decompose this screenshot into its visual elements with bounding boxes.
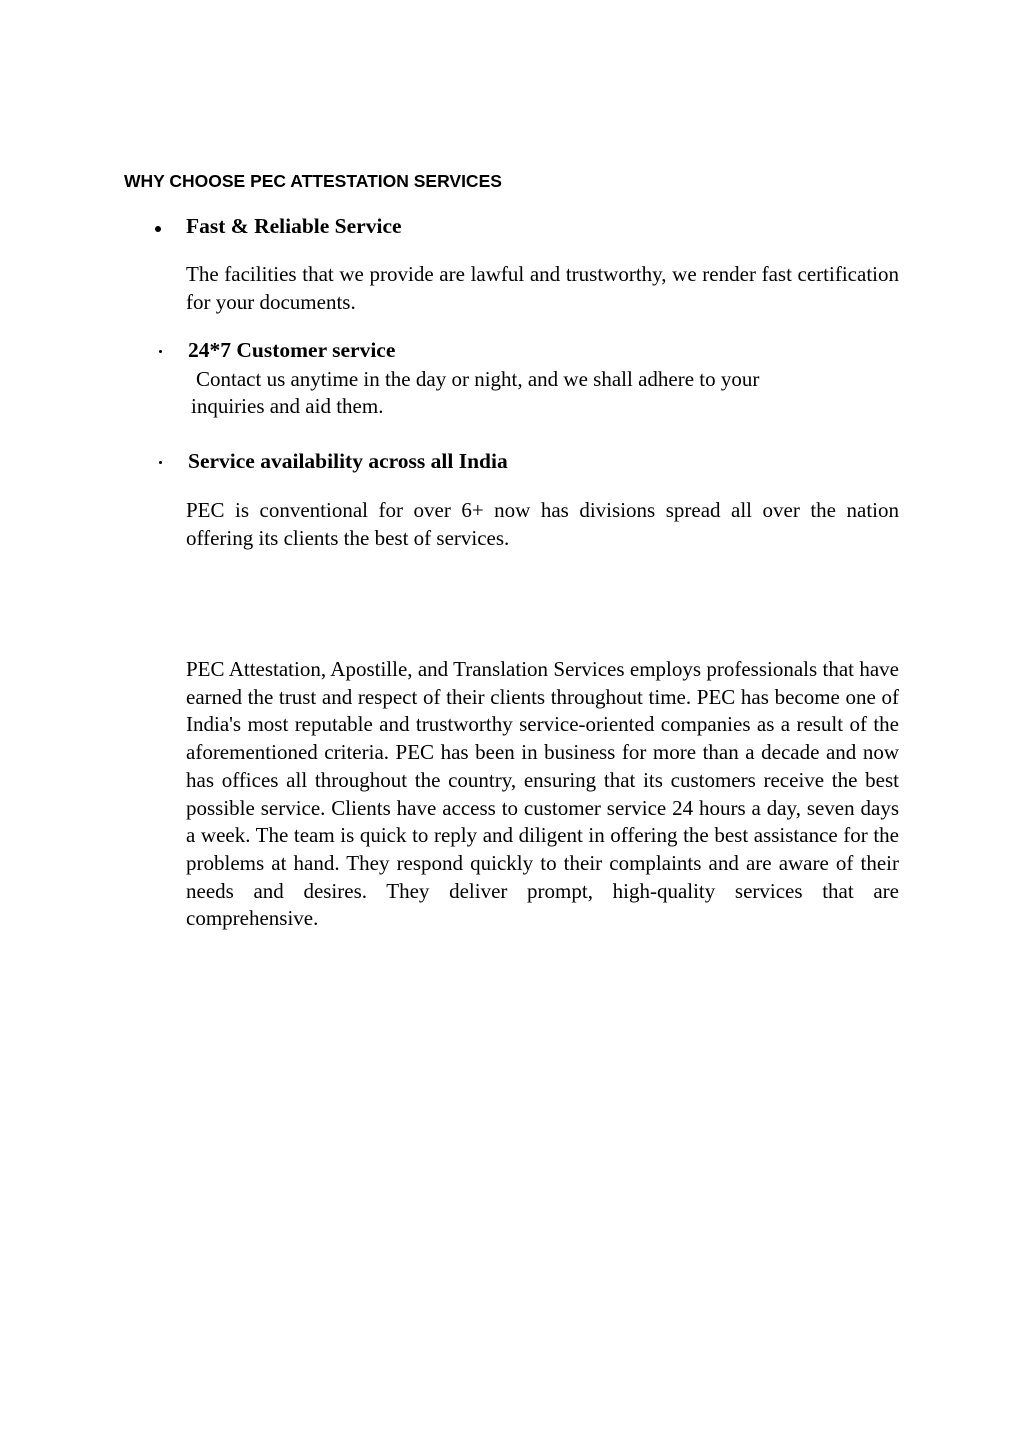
bullet-dot-icon [159,350,162,353]
section-title-availability: Service availability across all India [188,449,508,473]
bullet-dot-icon [155,226,161,232]
section-body-customer-service-line2: inquiries and aid them. [191,394,384,418]
section-body-availability: PEC is conventional for over 6+ now has divisions spread all over the nation offering its clients the best of services. [186,498,899,550]
section-title-customer-service: 24*7 Customer service [188,338,396,362]
page-heading: WHY CHOOSE PEC ATTESTATION SERVICES [124,171,502,191]
closing-paragraph: PEC Attestation, Apostille, and Translation Services employs professionals that have earned the trust and respect of their clients throughout time. PEC has become one of India's most reputable and trustworthy service-oriented companies as a result of the aforementioned criteria. PEC has been in business for more than a decade and now has offices all throughout the country, ensuring that its customers receive the best possible service. Clients have access to customer service 24 hours a day, seven days a week. The team is quick to reply and diligent in offering the best assistance for the problems at hand. They respond quickly to their complaints and are aware of their needs and desires. They deliver prompt, high-quality services that are comprehensive. [186,657,899,931]
section-body-customer-service-line1: Contact us anytime in the day or night, and we shall adhere to your [196,367,760,391]
section-title-fast-reliable: Fast & Reliable Service [186,214,402,238]
bullet-dot-icon [159,461,162,464]
section-body-fast-reliable: The facilities that we provide are lawful and trustworthy, we render fast certification for your documents. [186,262,899,314]
